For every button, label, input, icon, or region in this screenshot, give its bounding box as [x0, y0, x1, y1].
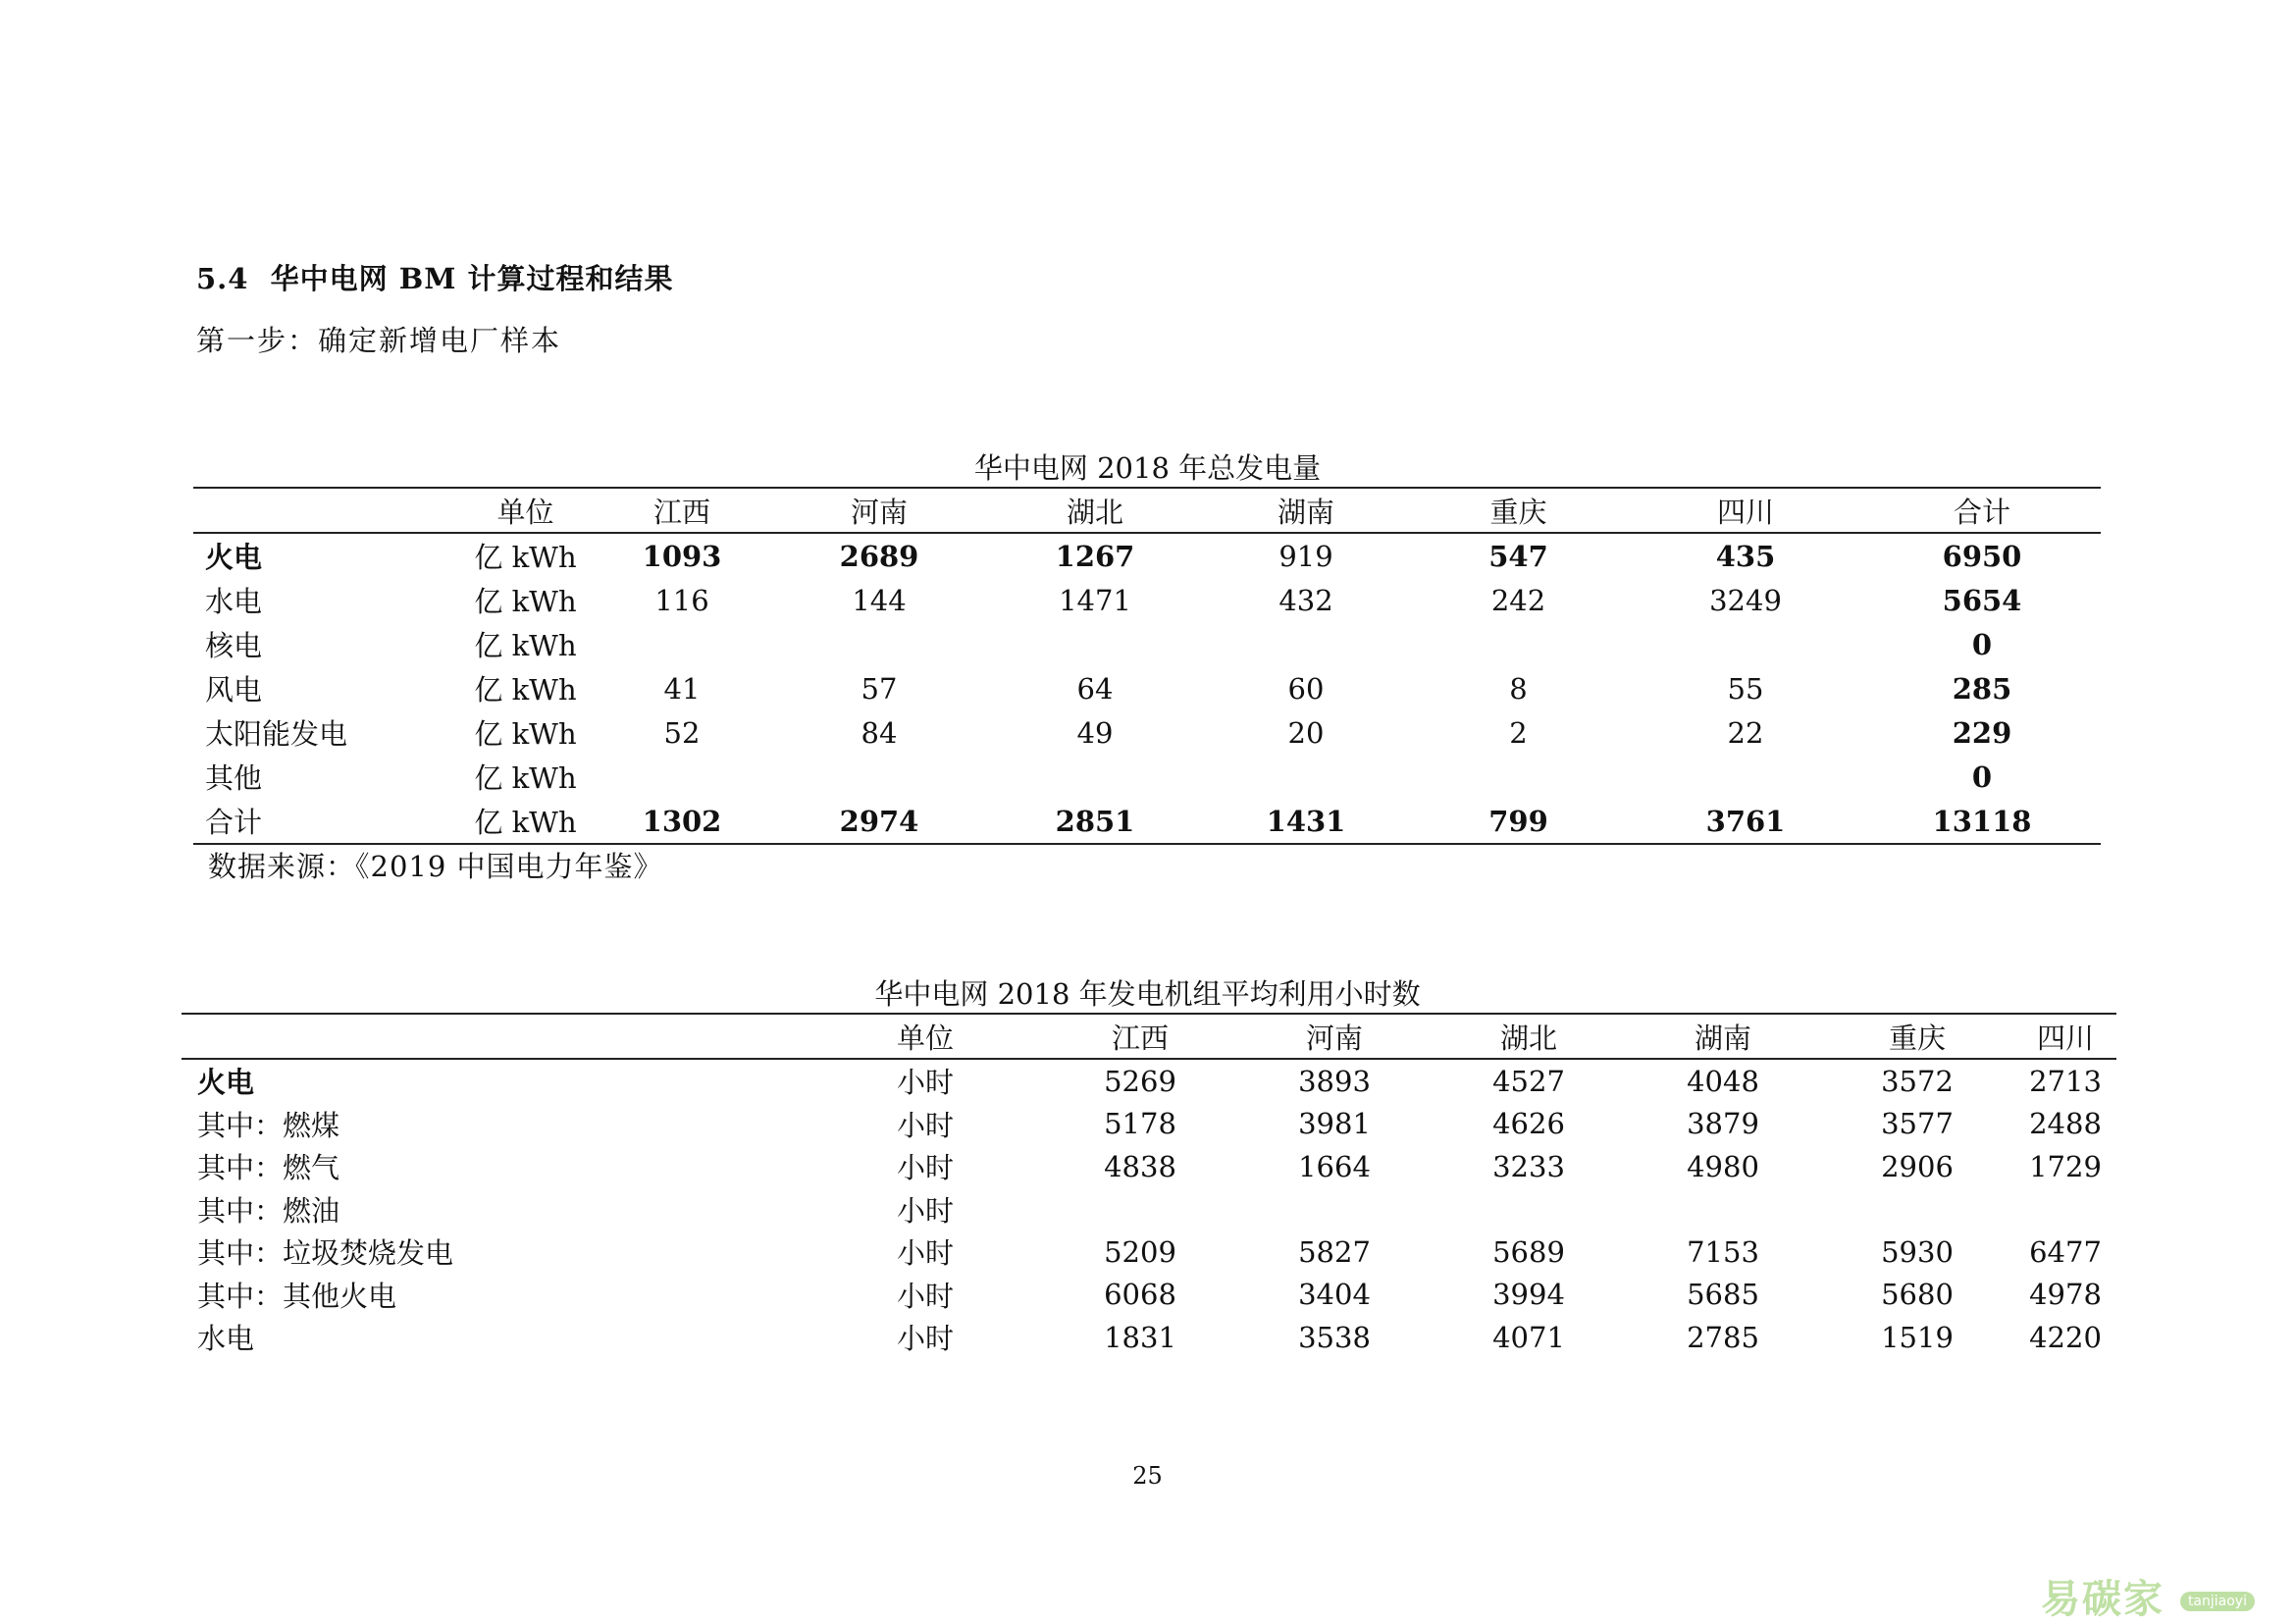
- table-row: [182, 1188, 2116, 1231]
- table-cell: 5689: [1492, 1234, 1565, 1269]
- table-row: [193, 533, 2101, 578]
- table-cell: [1626, 1188, 1820, 1231]
- unit-cell: 小时: [896, 1236, 954, 1271]
- table-row: [182, 1103, 2116, 1146]
- table-cell: 5827: [1298, 1234, 1371, 1269]
- step-text: 第一步：确定新增电厂样本: [196, 324, 562, 357]
- header-cell: 重庆: [1409, 488, 1628, 533]
- unit-cell: 小时: [896, 1322, 954, 1356]
- watermark-logo: [2041, 1568, 2255, 1624]
- row-label: 水电: [205, 585, 263, 618]
- table-row: [193, 622, 2101, 666]
- unit-cell: 亿 kWh: [474, 541, 577, 574]
- watermark-text: 易碳家: [2041, 1577, 2165, 1622]
- header-cell: 湖北: [987, 488, 1203, 533]
- generation-table: [193, 487, 2101, 845]
- section-number: 5.4: [196, 262, 249, 295]
- table-cell: [2014, 1188, 2116, 1231]
- unit-cell: 亿 kWh: [474, 585, 577, 618]
- table-cell: 5178: [1104, 1107, 1176, 1141]
- table-cell: 2488: [2029, 1107, 2102, 1141]
- row-label: 其中：燃气: [197, 1151, 340, 1185]
- table-cell: 1664: [1298, 1149, 1371, 1183]
- total-cell: 285: [1952, 671, 2012, 706]
- table-cell: 4980: [1687, 1149, 1759, 1183]
- table-cell: 2: [1509, 715, 1528, 750]
- header-cell: 湖南: [1626, 1014, 1820, 1059]
- table-cell: 547: [1488, 539, 1548, 573]
- total-cell: 0: [1971, 760, 1993, 794]
- total-cell: 13118: [1863, 799, 2101, 844]
- row-label: 太阳能发电: [205, 717, 348, 751]
- table-cell: [771, 755, 987, 799]
- table-cell: 144: [852, 583, 907, 617]
- table-cell: 6068: [1104, 1278, 1176, 1312]
- table-cell: 4626: [1492, 1107, 1565, 1141]
- table-cell: 4220: [2029, 1320, 2102, 1354]
- table-row: [182, 1059, 2116, 1103]
- table-cell: 3572: [1881, 1064, 1954, 1098]
- table-cell: 5209: [1104, 1234, 1176, 1269]
- table-cell: [1409, 622, 1628, 666]
- table-cell: 22: [1727, 715, 1764, 750]
- table2-caption: 华中电网 2018 年发电机组平均利用小时数: [874, 977, 1421, 1011]
- table-cell: 3249: [1709, 583, 1782, 617]
- row-label: 核电: [205, 629, 263, 662]
- table-cell: [1820, 1188, 2014, 1231]
- table-cell: 432: [1278, 583, 1333, 617]
- table-cell: 5685: [1687, 1278, 1759, 1312]
- table-cell: [987, 622, 1203, 666]
- table-cell: 52: [663, 715, 701, 750]
- table-cell: 3404: [1298, 1278, 1371, 1312]
- table-cell: [1628, 755, 1863, 799]
- table-cell: 57: [861, 671, 898, 706]
- table-cell: 41: [663, 671, 701, 706]
- table-cell: [771, 622, 987, 666]
- total-cell: 0: [1971, 627, 1993, 661]
- table-cell: 64: [1076, 671, 1114, 706]
- table-cell: 60: [1287, 671, 1325, 706]
- table-cell: 5269: [1104, 1064, 1176, 1098]
- table-cell: 3761: [1628, 799, 1863, 844]
- table-row: [193, 755, 2101, 799]
- table-cell: 7153: [1687, 1234, 1759, 1269]
- table-cell: 2785: [1687, 1320, 1759, 1354]
- row-label: 风电: [205, 673, 263, 707]
- table-cell: 919: [1278, 539, 1333, 573]
- row-label: 其中：燃煤: [197, 1108, 340, 1142]
- header-cell: 湖南: [1203, 488, 1409, 533]
- table-cell: 1267: [1055, 539, 1135, 573]
- total-cell: 229: [1952, 715, 2012, 750]
- table-cell: 4048: [1687, 1064, 1759, 1098]
- header-cell: 单位: [458, 488, 593, 533]
- total-cell: 5654: [1942, 583, 2022, 617]
- header-cell: [182, 1014, 808, 1059]
- utilization-hours-table: [182, 1013, 2116, 1359]
- table-cell: 2906: [1881, 1149, 1954, 1183]
- table-cell: 4978: [2029, 1278, 2102, 1312]
- header-cell: 重庆: [1820, 1014, 2014, 1059]
- table-cell: 3577: [1881, 1107, 1954, 1141]
- table-cell: 2689: [839, 539, 919, 573]
- unit-cell: 小时: [896, 1066, 954, 1100]
- header-cell: 江西: [1043, 1014, 1237, 1059]
- unit-cell: 小时: [896, 1193, 954, 1228]
- table-cell: 3994: [1492, 1278, 1565, 1312]
- total-cell: 6950: [1942, 539, 2022, 573]
- table-row: [182, 1145, 2116, 1188]
- table-row: [182, 1231, 2116, 1274]
- table-cell: 2851: [987, 799, 1203, 844]
- table-row: [193, 666, 2101, 710]
- table-cell: 1729: [2029, 1149, 2102, 1183]
- table-row: [193, 710, 2101, 755]
- row-label: 火电: [197, 1066, 255, 1100]
- table-cell: 49: [1076, 715, 1114, 750]
- table-cell: [593, 622, 771, 666]
- row-label: 水电: [197, 1322, 255, 1356]
- table-cell: 8: [1509, 671, 1528, 706]
- header-cell: 单位: [808, 1014, 1043, 1059]
- table-cell: [593, 755, 771, 799]
- page-number: 25: [1132, 1462, 1163, 1490]
- table-cell: 5930: [1881, 1234, 1954, 1269]
- unit-cell: 小时: [896, 1108, 954, 1142]
- table-cell: 116: [654, 583, 709, 617]
- header-cell: 江西: [593, 488, 771, 533]
- table-row: [193, 799, 2101, 844]
- table-cell: 1093: [642, 539, 722, 573]
- table-header-row: [182, 1014, 2116, 1059]
- header-cell: 合计: [1863, 488, 2101, 533]
- table-row: [182, 1274, 2116, 1317]
- section-heading: [196, 257, 673, 297]
- table-row: [182, 1316, 2116, 1359]
- header-cell: 湖北: [1432, 1014, 1626, 1059]
- table-cell: 3893: [1298, 1064, 1371, 1098]
- table-cell: 435: [1715, 539, 1776, 573]
- table-header-row: [193, 488, 2101, 533]
- unit-cell: 亿 kWh: [474, 673, 577, 707]
- table-cell: [987, 755, 1203, 799]
- table-cell: 3233: [1492, 1149, 1565, 1183]
- unit-cell: 亿 kWh: [474, 717, 577, 751]
- table-cell: 2713: [2029, 1064, 2102, 1098]
- table-cell: 3538: [1298, 1320, 1371, 1354]
- row-label: 火电: [205, 541, 263, 574]
- unit-cell: 亿 kWh: [458, 799, 593, 844]
- table-cell: 1519: [1881, 1320, 1954, 1354]
- table-cell: 6477: [2029, 1234, 2102, 1269]
- header-cell: 四川: [2014, 1014, 2116, 1059]
- row-label: 其中：燃油: [197, 1193, 340, 1228]
- table-cell: 4527: [1492, 1064, 1565, 1098]
- table-cell: 3879: [1687, 1107, 1759, 1141]
- table1-caption: 华中电网 2018 年总发电量: [973, 451, 1322, 485]
- header-cell: 河南: [1237, 1014, 1432, 1059]
- table-cell: 799: [1409, 799, 1628, 844]
- table-cell: [1043, 1188, 1237, 1231]
- table-cell: [1628, 622, 1863, 666]
- header-cell: [193, 488, 458, 533]
- table-cell: [1237, 1188, 1432, 1231]
- row-label: 其他: [205, 761, 263, 795]
- table-cell: 4838: [1104, 1149, 1176, 1183]
- data-source-note: 数据来源：《2019 中国电力年鉴》: [208, 850, 663, 883]
- table-row: [193, 578, 2101, 622]
- table-cell: 20: [1287, 715, 1325, 750]
- table-cell: 242: [1490, 583, 1546, 617]
- table-cell: 1831: [1104, 1320, 1176, 1354]
- table-cell: 2974: [771, 799, 987, 844]
- table-cell: 3981: [1298, 1107, 1371, 1141]
- unit-cell: 亿 kWh: [474, 629, 577, 662]
- table-cell: 5680: [1881, 1278, 1954, 1312]
- unit-cell: 小时: [896, 1151, 954, 1185]
- table-cell: [1203, 622, 1409, 666]
- table-cell: 4071: [1492, 1320, 1565, 1354]
- table-cell: 1431: [1203, 799, 1409, 844]
- row-label: 其中：其他火电: [197, 1279, 397, 1313]
- table-cell: 1302: [593, 799, 771, 844]
- unit-cell: 亿 kWh: [474, 761, 577, 795]
- row-label: 合计: [193, 799, 458, 844]
- watermark-tag: tanjiaoyi: [2180, 1592, 2255, 1611]
- table-cell: [1203, 755, 1409, 799]
- section-title: 华中电网 BM 计算过程和结果: [270, 262, 674, 295]
- unit-cell: 小时: [896, 1279, 954, 1313]
- table-cell: [1409, 755, 1628, 799]
- header-cell: 河南: [771, 488, 987, 533]
- table-cell: [1432, 1188, 1626, 1231]
- row-label: 其中：垃圾焚烧发电: [197, 1236, 454, 1271]
- table-cell: 1471: [1059, 583, 1131, 617]
- table-cell: 55: [1727, 671, 1764, 706]
- table-cell: 84: [861, 715, 898, 750]
- header-cell: 四川: [1628, 488, 1863, 533]
